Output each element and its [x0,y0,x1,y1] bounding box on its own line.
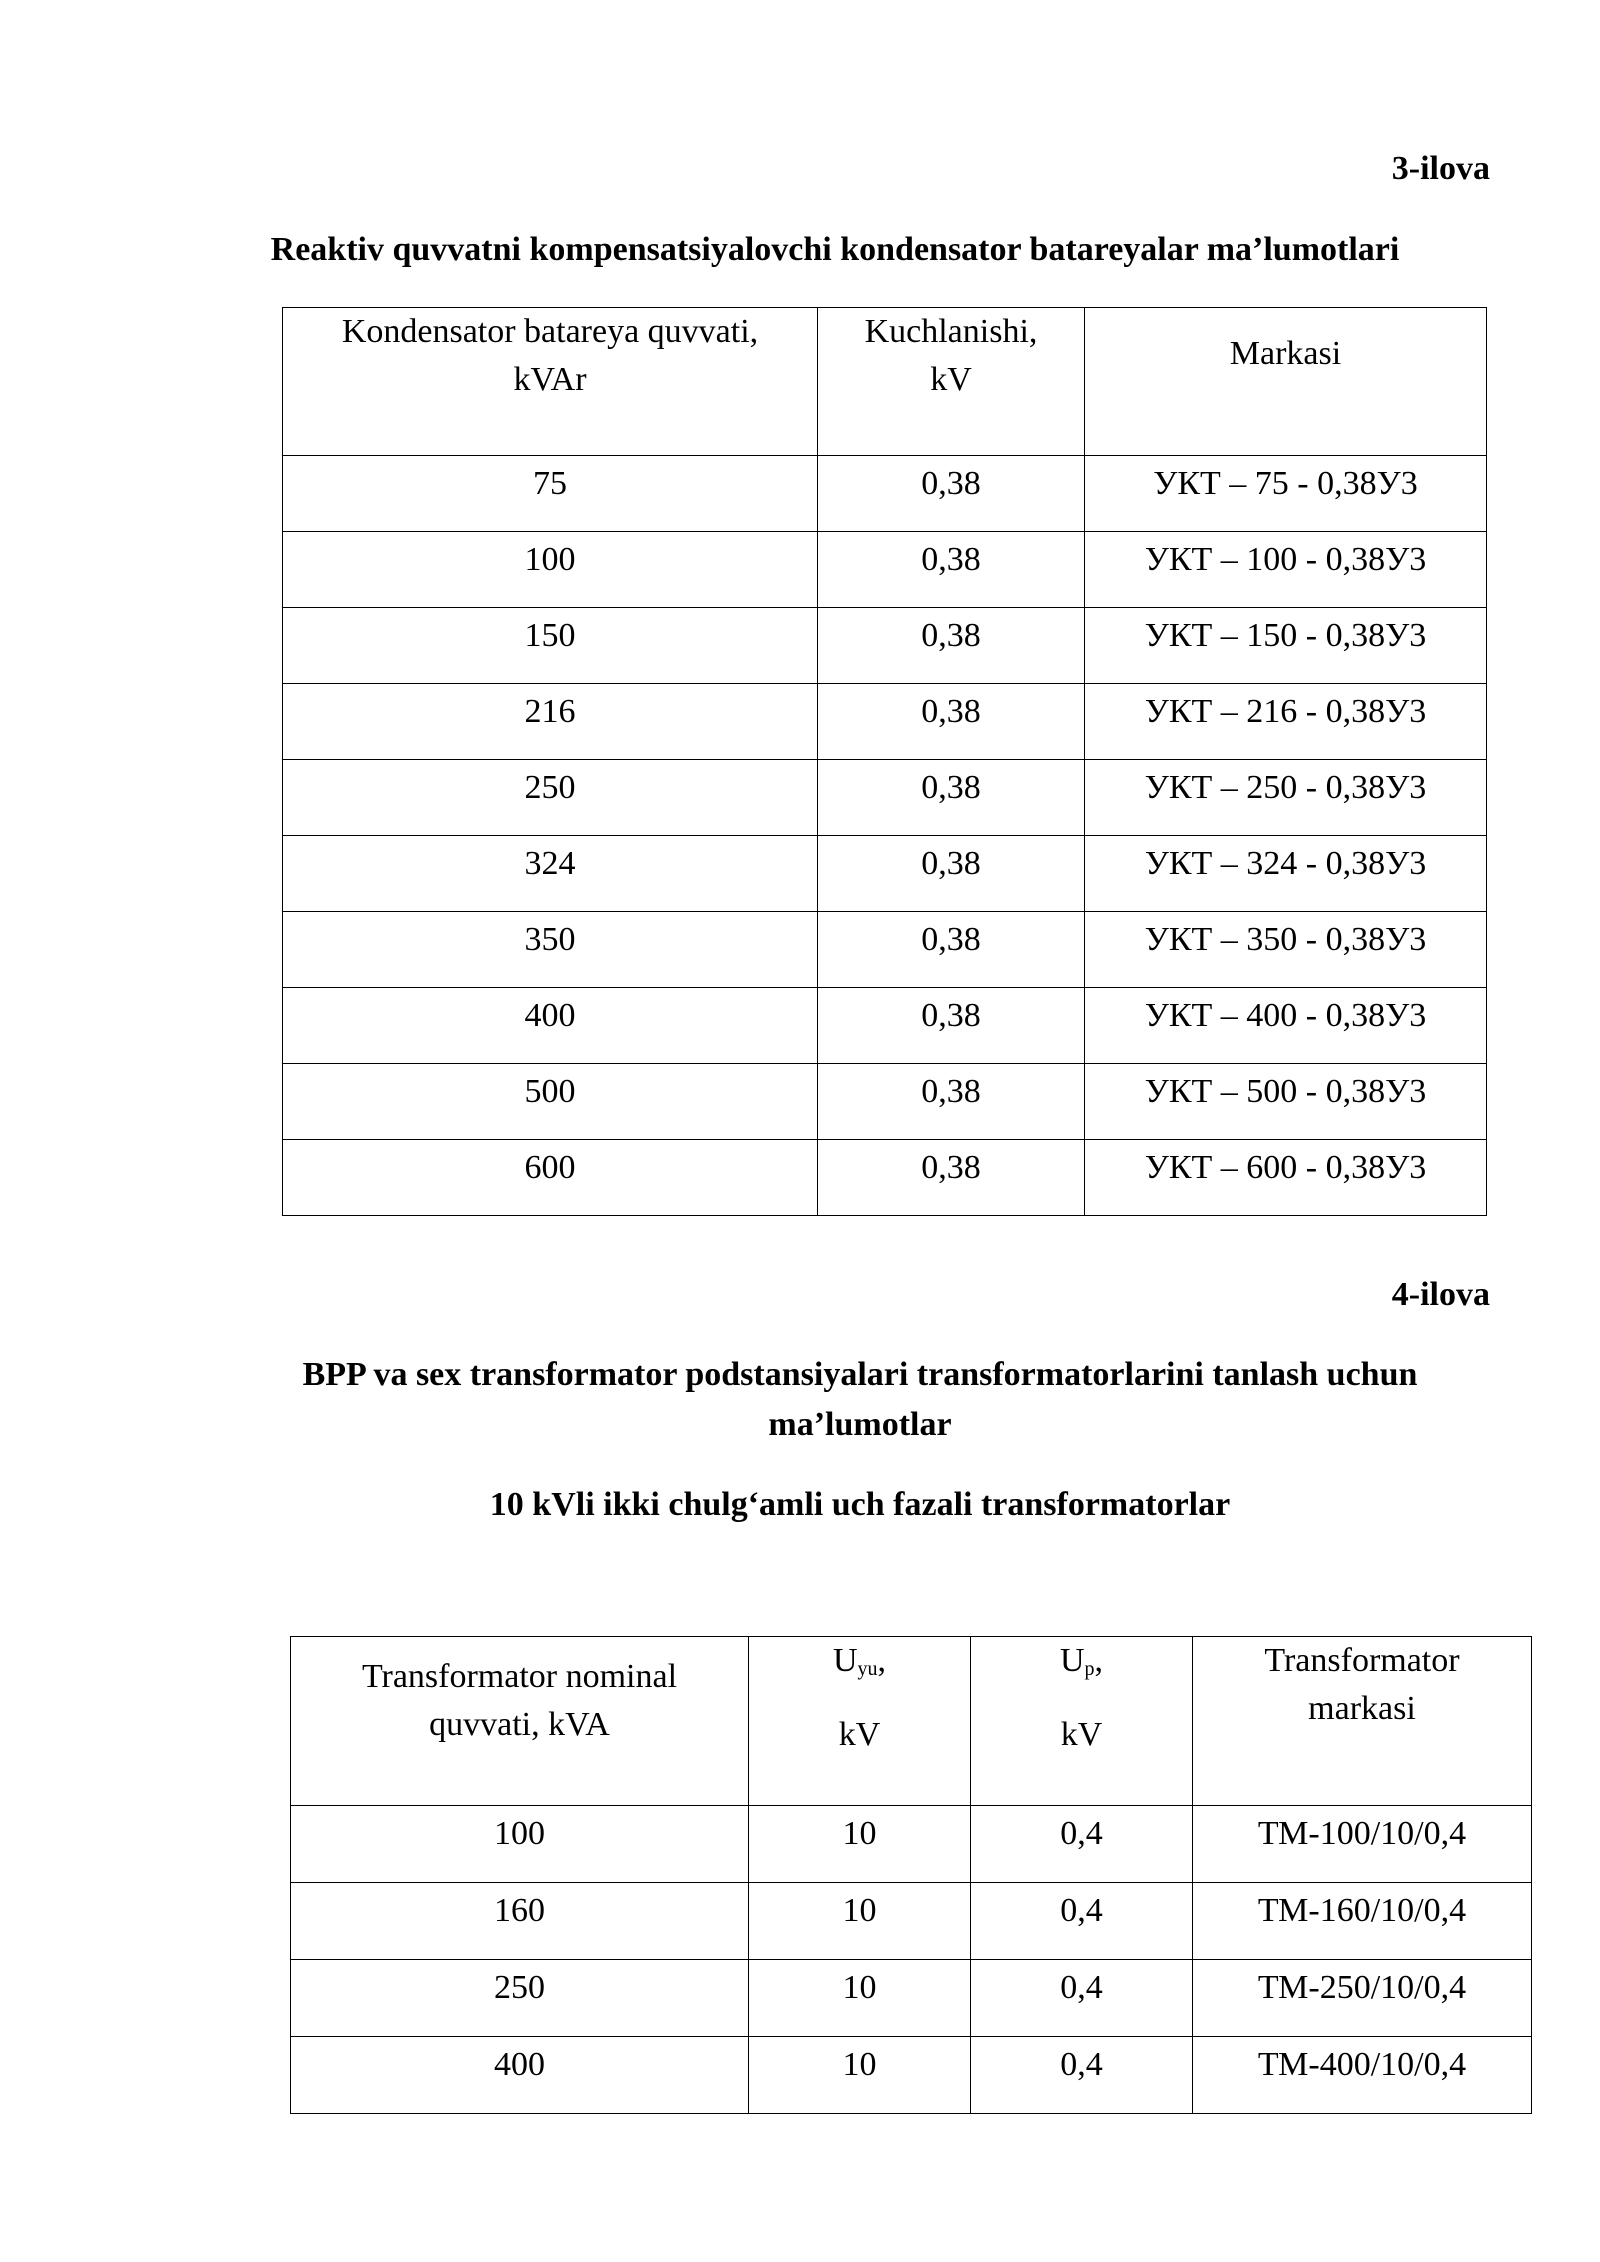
cell-capacity: 400 [283,988,818,1064]
cell-u-high: 10 [749,2037,971,2114]
header-u-high-comma: , [877,1642,887,1679]
cell-nominal-power: 100 [291,1806,749,1883]
cell-capacity: 600 [283,1140,818,1216]
header-transformer-brand-line2: markasi [1308,1690,1416,1727]
header-u-high-unit: kV [838,1716,881,1753]
cell-capacity: 150 [283,608,818,684]
cell-brand: УКТ – 150 - 0,38У3 [1085,608,1487,684]
cell-nominal-power: 250 [291,1960,749,2037]
cell-brand: ТМ-400/10/0,4 [1193,2037,1532,2114]
cell-voltage: 0,38 [818,760,1085,836]
cell-u-high: 10 [749,1806,971,1883]
table-row [283,456,1487,532]
table2-subtitle: 10 kVli ikki chulg‘amli uch fazali transformatorlar [489,1486,1231,1523]
cell-voltage: 0,38 [818,532,1085,608]
cell-brand: УКТ – 324 - 0,38У3 [1085,836,1487,912]
cell-brand: ТМ-250/10/0,4 [1193,1960,1532,2037]
header-capacity-line1: Kondensator batareya quvvati, [341,313,759,350]
table-row [283,912,1487,988]
cell-capacity: 324 [283,836,818,912]
header-capacity [283,308,818,456]
cell-capacity: 500 [283,1064,818,1140]
cell-capacity: 216 [283,684,818,760]
header-nominal-power-line2: quvvati, kVA [429,1706,610,1743]
table-row [283,608,1487,684]
header-u-low-sub: p [1084,1658,1095,1680]
table-row [283,760,1487,836]
cell-brand: ТМ-160/10/0,4 [1193,1883,1532,1960]
table-row [291,1883,1532,1960]
cell-brand: УКТ – 600 - 0,38У3 [1085,1140,1487,1216]
header-u-low-unit: kV [1060,1716,1103,1753]
table2-title-line2: ma’lumotlar [768,1406,952,1443]
cell-brand: УКТ – 216 - 0,38У3 [1085,684,1487,760]
header-voltage-line1: Kuchlanishi, [864,313,1038,350]
cell-voltage: 0,38 [818,456,1085,532]
table2-title [180,1350,1540,1450]
cell-capacity: 350 [283,912,818,988]
header-u-low-comma: , [1094,1642,1104,1679]
header-u-high [749,1637,971,1806]
table-row [291,1806,1532,1883]
appendix-label-4: 4-ilova [1391,1276,1490,1313]
header-nominal-power [291,1637,749,1806]
table-header-row [291,1637,1532,1806]
cell-voltage: 0,38 [818,608,1085,684]
header-u-low [971,1637,1193,1806]
table-row [283,1064,1487,1140]
table-row [283,1140,1487,1216]
appendix-label-3: 3-ilova [1391,150,1490,187]
header-nominal-power-line1: Transformator nominal [361,1658,678,1695]
cell-u-low: 0,4 [971,1883,1193,1960]
header-voltage [818,308,1085,456]
table-row [291,1960,1532,2037]
header-voltage-line2: kV [930,361,972,398]
table-row [283,988,1487,1064]
table-row [283,836,1487,912]
cell-brand: УКТ – 250 - 0,38У3 [1085,760,1487,836]
capacitor-battery-table [282,307,1487,1216]
cell-voltage: 0,38 [818,912,1085,988]
cell-brand: УКТ – 100 - 0,38У3 [1085,532,1487,608]
cell-brand: ТМ-100/10/0,4 [1193,1806,1532,1883]
cell-u-low: 0,4 [971,2037,1193,2114]
header-transformer-brand-line1: Transformator [1264,1642,1460,1679]
header-brand: Markasi [1085,308,1487,456]
cell-voltage: 0,38 [818,1064,1085,1140]
table-row [291,2037,1532,2114]
header-transformer-brand [1193,1637,1532,1806]
cell-voltage: 0,38 [818,684,1085,760]
cell-capacity: 250 [283,760,818,836]
cell-capacity: 100 [283,532,818,608]
cell-brand: УКТ – 400 - 0,38У3 [1085,988,1487,1064]
header-u-high-sub: yu [857,1658,878,1680]
cell-brand: УКТ – 75 - 0,38У3 [1085,456,1487,532]
cell-brand: УКТ – 350 - 0,38У3 [1085,912,1487,988]
table2-title-line1: BPP va sex transformator podstansiyalari transformatorlarini tanlash uchun [302,1356,1418,1393]
transformer-table [290,1636,1532,2114]
cell-voltage: 0,38 [818,1140,1085,1216]
cell-nominal-power: 400 [291,2037,749,2114]
cell-brand: УКТ – 500 - 0,38У3 [1085,1064,1487,1140]
cell-voltage: 0,38 [818,988,1085,1064]
header-u-high-main: U [832,1642,858,1679]
cell-u-high: 10 [749,1883,971,1960]
cell-u-low: 0,4 [971,1960,1193,2037]
header-u-low-main: U [1059,1642,1085,1679]
table1-title: Reaktiv quvvatni kompensatsiyalovchi kondensator batareyalar ma’lumotlari [270,231,1400,268]
table-row [283,532,1487,608]
header-capacity-line2: kVAr [513,361,587,398]
table-header-row [283,308,1487,456]
cell-u-low: 0,4 [971,1806,1193,1883]
cell-voltage: 0,38 [818,836,1085,912]
table-row [283,684,1487,760]
cell-capacity: 75 [283,456,818,532]
cell-nominal-power: 160 [291,1883,749,1960]
cell-u-high: 10 [749,1960,971,2037]
